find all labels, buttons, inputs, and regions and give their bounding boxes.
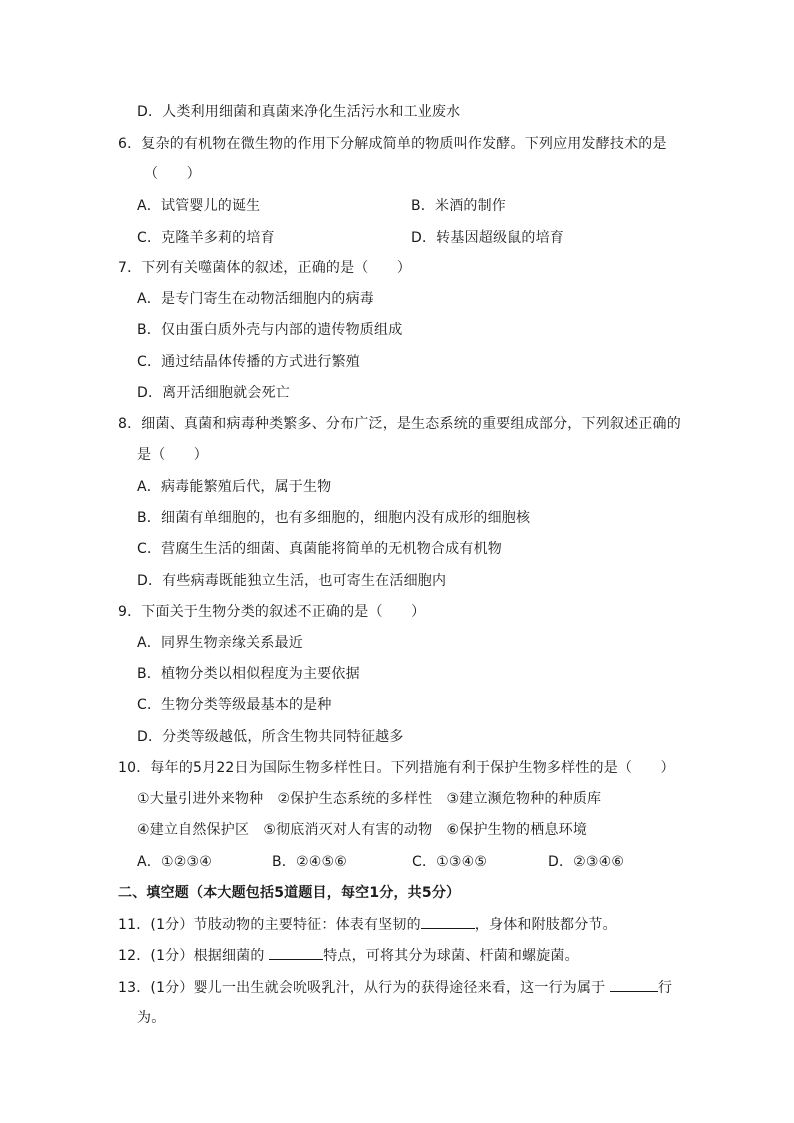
q7-option-b: B．仅由蛋白质外壳与内部的遗传物质组成: [137, 322, 403, 338]
q6-option-d: D．转基因超级鼠的培育: [411, 230, 564, 246]
q11-answer-blank[interactable]: [421, 914, 475, 929]
q6-stem: 6．复杂的有机物在微生物的作用下分解成简单的物质叫作发酵。下列应用发酵技术的是: [118, 136, 667, 152]
q8-option-c: C．营腐生生活的细菌、真菌能将简单的无机物合成有机物: [137, 541, 502, 557]
q13-answer-blank[interactable]: [610, 977, 658, 992]
q8-option-b: B．细菌有单细胞的，也有多细胞的，细胞内没有成形的细胞核: [137, 510, 531, 526]
q10-option-c: C．①③④⑤: [412, 854, 488, 870]
q6-answer-paren: （ ）: [144, 166, 201, 182]
q9-option-b: B．植物分类以相似程度为主要依据: [137, 666, 360, 682]
q6-option-c: C．克隆羊多莉的培育: [137, 230, 275, 246]
q11: [118, 914, 617, 935]
q13-continuation: 为。: [137, 1010, 166, 1026]
q6-option-a: A．试管婴儿的诞生: [137, 198, 261, 214]
q11-text-before: 11．(1分）节肢动物的主要特征：体表有坚韧的: [118, 917, 421, 933]
q12-text-after: 特点，可将其分为球菌、杆菌和螺旋菌。: [323, 948, 579, 964]
q12-answer-blank[interactable]: [269, 945, 323, 960]
q7-option-c: C．通过结晶体传播的方式进行繁殖: [137, 354, 360, 370]
q6-option-b: B．米酒的制作: [411, 198, 507, 214]
q7-stem: 7．下列有关噬菌体的叙述，正确的是（ ）: [118, 260, 412, 276]
q8-stem: 8．细菌、真菌和病毒种类繁多、分布广泛，是生态系统的重要组成部分，下列叙述正确的: [118, 416, 681, 432]
q5-option-d: D．人类利用细菌和真菌来净化生活污水和工业废水: [137, 104, 461, 120]
q10-option-b: B．②④⑤⑥: [272, 854, 348, 870]
q8-option-a: A．病毒能繁殖后代，属于生物: [137, 479, 332, 495]
q12-text-before: 12．(1分）根据细菌的: [118, 948, 270, 964]
q10-items-row1: ①大量引进外来物种 ②保护生态系统的多样性 ③建立濒危物种的种质库: [137, 791, 602, 807]
q10-option-a: A．①②③④: [137, 854, 212, 870]
q7-option-a: A．是专门寄生在动物活细胞内的病毒: [137, 291, 374, 307]
q12: [118, 945, 579, 966]
section-heading-fill-in: 二、填空题（本大题包括5道题目，每空1分，共5分）: [118, 885, 461, 901]
q13-text-before: 13．(1分）婴儿一出生就会吮吸乳汁，从行为的获得途径来看，这一行为属于: [118, 980, 611, 996]
q9-stem: 9．下面关于生物分类的叙述不正确的是（ ）: [118, 604, 426, 620]
q10-items-row2: ④建立自然保护区 ⑤彻底消灭对人有害的动物 ⑥保护生物的栖息环境: [137, 822, 588, 838]
q7-option-d: D．离开活细胞就会死亡: [137, 385, 290, 401]
q11-text-after: ，身体和附肢都分节。: [474, 917, 617, 933]
q9-option-d: D．分类等级越低，所含生物共同特征越多: [137, 729, 404, 745]
q13: [118, 977, 672, 998]
q10-option-d: D．②③④⑥: [548, 854, 625, 870]
q13-text-after: 行: [658, 980, 673, 996]
q8-option-d: D．有些病毒既能独立生活，也可寄生在活细胞内: [137, 573, 447, 589]
q9-option-a: A．同界生物亲缘关系最近: [137, 635, 303, 651]
q10-stem: 10．每年的5月22日为国际生物多样性日。下列措施有利于保护生物多样性的是（ ）: [118, 760, 675, 776]
q9-option-c: C．生物分类等级最基本的是种: [137, 697, 332, 713]
q8-stem-continuation: 是（ ）: [137, 447, 208, 463]
